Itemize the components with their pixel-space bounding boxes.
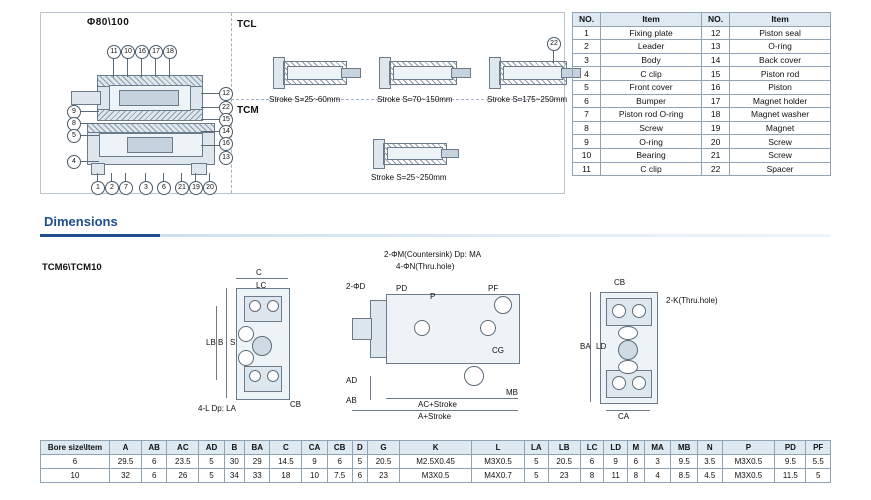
balloon-6: 6 [157,181,171,195]
parts-cell: Piston seal [730,26,831,40]
view1-label-cb: CB [290,400,302,409]
balloon-22: 22 [219,101,233,115]
section-label-tcm: TCM [237,105,259,116]
parts-cell: Piston rod [730,67,831,81]
balloon-22-tcl: 22 [547,37,561,51]
bottom-cell: 9 [604,455,628,469]
balloon-11: 11 [107,45,121,59]
bottom-header-cell: AB [142,441,167,455]
view1-label-s: S [230,338,236,347]
model-label: TCM6\TCM10 [42,262,102,273]
parts-cell: Back cover [730,53,831,67]
parts-cell: C clip [601,162,702,176]
table-row [573,162,831,176]
view2-label-thru-n: 4-ΦN(Thru.hole) [396,262,455,271]
bottom-header-cell: P [722,441,775,455]
parts-cell: 17 [702,94,730,108]
bottom-cell: 6 [142,455,167,469]
dimension-values-table [40,440,831,483]
parts-header-item2: Item [730,13,831,27]
bottom-cell: 23.5 [167,455,199,469]
table-row [573,148,831,162]
parts-cell: Bearing [601,148,702,162]
bottom-cell: 6 [627,455,644,469]
view1-label-lc: LC [256,281,267,290]
balloon-5: 5 [67,129,81,143]
bottom-cell: 14.5 [270,455,302,469]
view3-label-ba: BA [580,342,591,351]
parts-cell: Piston rod O-ring [601,108,702,122]
section-label-tcl: TCL [237,19,257,30]
balloon-2: 2 [105,181,119,195]
table-row [573,26,831,40]
bottom-header-cell: PD [775,441,806,455]
bottom-header-cell: BA [245,441,270,455]
view2-label-a-stroke: A+Stroke [418,412,452,421]
view2-label-ab: AB [346,396,357,405]
bottom-header-cell: CB [327,441,352,455]
table-row [573,108,831,122]
tcl-stroke-2: Stroke S=70~150mm [377,95,453,104]
bottom-cell: M2.5X0.45 [400,455,472,469]
dimensions-heading-text: Dimensions [44,214,118,229]
view3-label-thru-k: 2-K(Thru.hole) [666,296,718,305]
bottom-header-cell: L [472,441,525,455]
bottom-header-cell: LC [580,441,604,455]
view1-label-c: C [256,268,262,277]
balloon-9: 9 [67,105,81,119]
table-row [41,469,831,483]
parts-cell: 2 [573,40,601,54]
bottom-table [40,440,831,483]
dimensions-section-header [40,212,831,240]
bottom-header-cell: MB [671,441,698,455]
bottom-header-cell: AC [167,441,199,455]
parts-cell: 16 [702,80,730,94]
bottom-cell: 11 [604,469,628,483]
tcl-stroke-1: Stroke S=25~60mm [269,95,341,104]
bottom-cell: 6 [352,469,367,483]
bottom-cell: M4X0.7 [472,469,525,483]
parts-cell: Fixing plate [601,26,702,40]
parts-cell: O-ring [730,40,831,54]
bottom-table-header-row [41,441,831,455]
parts-cell: C clip [601,67,702,81]
bottom-cell: 5.5 [806,455,831,469]
view2-label-mb: MB [506,388,518,397]
bottom-cell: 29 [245,455,270,469]
bottom-cell: M3X0.5 [472,455,525,469]
parts-cell: 15 [702,67,730,81]
bottom-cell: 20.5 [548,455,580,469]
balloon-18: 18 [163,45,177,59]
bottom-cell: 11.5 [775,469,806,483]
balloon-15: 15 [219,113,233,127]
parts-cell: Magnet holder [730,94,831,108]
view3-label-ca: CA [618,412,630,421]
balloon-17: 17 [149,45,163,59]
bottom-cell: 9.5 [775,455,806,469]
parts-header-no1: NO. [573,13,601,27]
parts-cell: 5 [573,80,601,94]
parts-cell: 22 [702,162,730,176]
parts-cell: 6 [573,94,601,108]
bottom-header-cell: AD [199,441,224,455]
bottom-header-cell: PF [806,441,831,455]
balloon-7: 7 [119,181,133,195]
parts-cell: 20 [702,135,730,149]
parts-list-table [572,12,831,176]
assembly-drawing-panel [40,12,568,194]
bottom-header-cell: LD [604,441,628,455]
parts-cell: 10 [573,148,601,162]
table-row [573,53,831,67]
view2-label-ad: AD [346,376,358,385]
parts-header-item1: Item [601,13,702,27]
balloon-13: 13 [219,151,233,165]
parts-cell: 9 [573,135,601,149]
bottom-cell: 5 [199,469,224,483]
table-row [573,135,831,149]
view3-label-cb: CB [614,278,626,287]
tcl-stroke-3: Stroke S=175~250mm [487,95,568,104]
bottom-cell: 6 [142,469,167,483]
bottom-cell: 8 [627,469,644,483]
bottom-header-cell: Bore size\Item [41,441,110,455]
parts-cell: 21 [702,148,730,162]
bottom-cell: 7.5 [327,469,352,483]
balloon-19: 19 [189,181,203,195]
bottom-cell: 5 [524,469,548,483]
bottom-header-cell: B [224,441,245,455]
bottom-cell: M3X0.5 [722,455,775,469]
bottom-cell: 9.5 [671,455,698,469]
bottom-header-cell: K [400,441,472,455]
parts-cell: Front cover [601,80,702,94]
parts-cell: 18 [702,108,730,122]
tcm-stroke: Stroke S=25~250mm [371,173,447,182]
parts-cell: Magnet washer [730,108,831,122]
bottom-cell: 29.5 [110,455,142,469]
parts-cell: Magnet [730,121,831,135]
bottom-header-cell: N [698,441,722,455]
parts-header-no2: NO. [702,13,730,27]
bottom-cell: 5 [199,455,224,469]
view2-label-countersink: 2-ΦM(Countersink) Dp: MA [384,250,482,259]
balloon-20: 20 [203,181,217,195]
bottom-header-cell: A [110,441,142,455]
bottom-cell: 30 [224,455,245,469]
parts-cell: 7 [573,108,601,122]
parts-cell: Spacer [730,162,831,176]
bottom-cell: 10 [41,469,110,483]
bottom-cell: 26 [167,469,199,483]
bottom-cell: 6 [41,455,110,469]
bottom-cell: 33 [245,469,270,483]
bottom-header-cell: LB [548,441,580,455]
bottom-cell: M3X0.5 [722,469,775,483]
bottom-cell: 4.5 [698,469,722,483]
parts-cell: 4 [573,67,601,81]
view2-label-ac-stroke: AC+Stroke [418,400,457,409]
bottom-cell: 20.5 [367,455,399,469]
balloon-14: 14 [219,125,233,139]
parts-table [572,12,831,176]
table-row [573,80,831,94]
balloon-21: 21 [175,181,189,195]
view2-label-pf: PF [488,284,499,293]
view1-label-l-dp: 4-L Dp: LA [198,404,236,413]
view3-label-ld: LD [596,342,607,351]
dimension-drawings-panel [40,248,831,433]
parts-cell: 13 [702,40,730,54]
table-row [573,67,831,81]
parts-cell: 8 [573,121,601,135]
view1-label-lb: LB [206,338,216,347]
bottom-cell: 23 [367,469,399,483]
view1-label-b: B [218,338,224,347]
bottom-cell: 6 [580,455,604,469]
bottom-cell: 4 [644,469,671,483]
parts-cell: Piston [730,80,831,94]
bottom-header-cell: CA [302,441,327,455]
parts-table-header-row [573,13,831,27]
parts-cell: Screw [730,135,831,149]
parts-cell: 3 [573,53,601,67]
parts-cell: Leader [601,40,702,54]
parts-cell: Bumper [601,94,702,108]
bottom-cell: 3 [644,455,671,469]
table-row [573,121,831,135]
bottom-cell: 18 [270,469,302,483]
bottom-cell: 8 [580,469,604,483]
bottom-cell: 32 [110,469,142,483]
view2-label-2phid: 2-ΦD [346,282,366,291]
bottom-cell: 8.5 [671,469,698,483]
balloon-12: 12 [219,87,233,101]
assembly-title: Φ80\100 [87,17,130,28]
bottom-header-cell: M [627,441,644,455]
parts-cell: 19 [702,121,730,135]
dimensions-header-rule [40,234,831,237]
table-row [573,40,831,54]
bottom-cell: 23 [548,469,580,483]
bottom-header-cell: D [352,441,367,455]
view2-label-pd: PD [396,284,408,293]
bottom-cell: 5 [524,455,548,469]
parts-cell: O-ring [601,135,702,149]
balloon-8: 8 [67,117,81,131]
view2-label-cg: CG [492,346,504,355]
bottom-cell: 5 [806,469,831,483]
bottom-header-cell: MA [644,441,671,455]
balloon-16: 16 [135,45,149,59]
balloon-4: 4 [67,155,81,169]
bottom-cell: 34 [224,469,245,483]
balloon-1: 1 [91,181,105,195]
balloon-10: 10 [121,45,135,59]
bottom-cell: 6 [327,455,352,469]
bottom-header-cell: G [367,441,399,455]
parts-cell: Body [601,53,702,67]
parts-cell: 11 [573,162,601,176]
parts-cell: 12 [702,26,730,40]
parts-cell: 1 [573,26,601,40]
view2-label-p: P [430,292,436,301]
table-row [41,455,831,469]
bottom-header-cell: LA [524,441,548,455]
parts-cell: Screw [730,148,831,162]
bottom-cell: 5 [352,455,367,469]
bottom-cell: 3.5 [698,455,722,469]
table-row [573,94,831,108]
bottom-header-cell: C [270,441,302,455]
parts-cell: Screw [601,121,702,135]
balloon-16b: 16 [219,137,233,151]
bottom-cell: 10 [302,469,327,483]
parts-cell: 14 [702,53,730,67]
balloon-3: 3 [139,181,153,195]
bottom-cell: 9 [302,455,327,469]
bottom-cell: M3X0.5 [400,469,472,483]
